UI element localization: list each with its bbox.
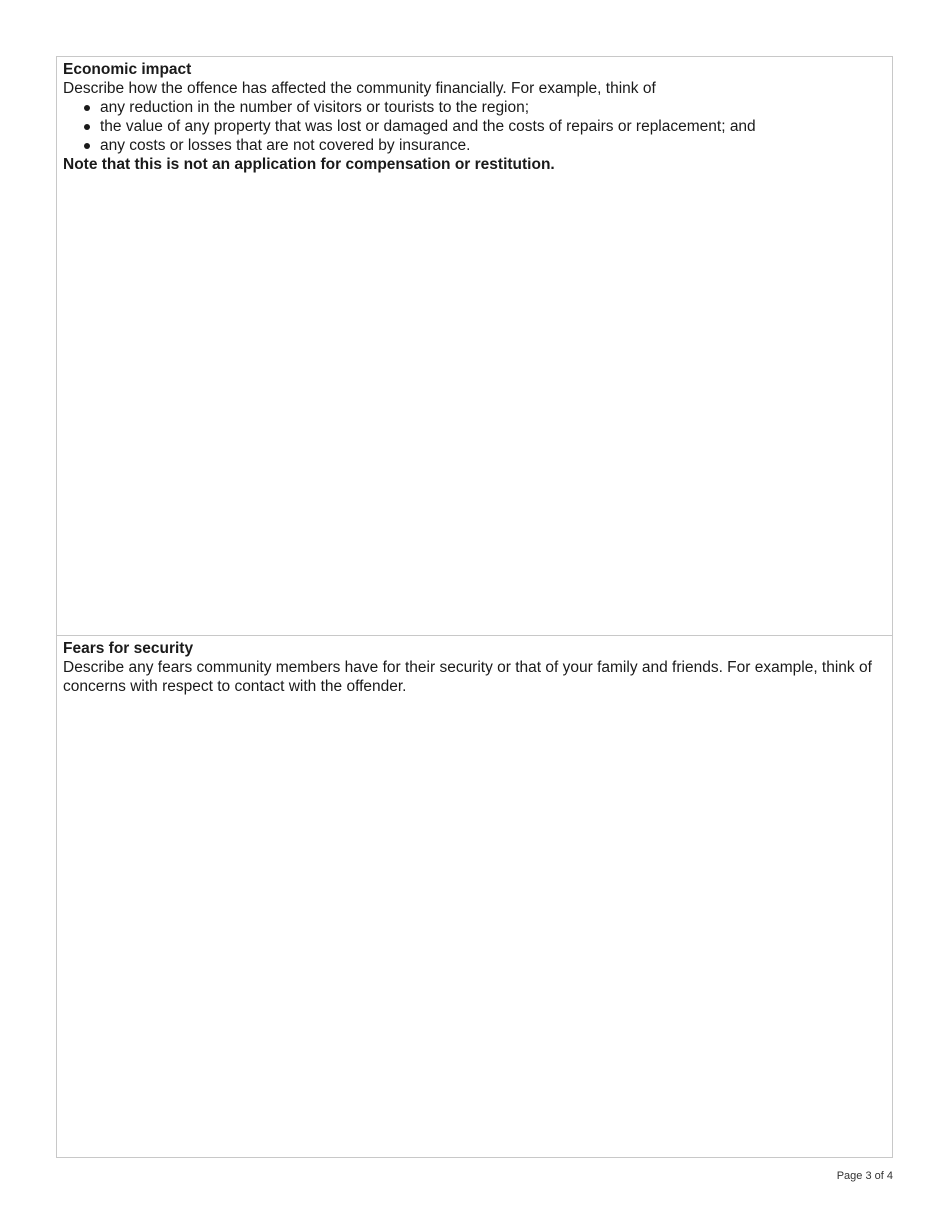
economic-impact-note: Note that this is not an application for compensation or restitution.: [63, 156, 555, 173]
bullet-text: the value of any property that was lost or damaged and the costs of repairs or replacement; and: [100, 118, 756, 135]
economic-impact-description: Describe how the offence has affected the community financially. For example, think of: [63, 80, 656, 97]
bullet-icon: [84, 124, 90, 130]
economic-impact-title: Economic impact: [63, 61, 192, 78]
form-box: [56, 56, 893, 1158]
economic-impact-response-area[interactable]: [57, 175, 892, 635]
economic-impact-section: [57, 57, 892, 636]
bullet-item: [83, 136, 886, 155]
economic-impact-bullet-list: [63, 98, 886, 155]
fears-for-security-description: Describe any fears community members have for their security or that of your family and friends. For example, think of concerns with respect to contact with the offender.: [63, 659, 872, 695]
fears-for-security-title: Fears for security: [63, 640, 194, 657]
page-number: Page 3 of 4: [836, 1170, 893, 1182]
bullet-text: any reduction in the number of visitors or tourists to the region;: [100, 99, 530, 116]
fears-for-security-section: [57, 636, 892, 1157]
bullet-icon: [84, 143, 90, 149]
bullet-item: [83, 98, 886, 117]
bullet-text: any costs or losses that are not covered by insurance.: [100, 137, 471, 154]
bullet-icon: [84, 105, 90, 111]
bullet-item: [83, 117, 886, 136]
fears-for-security-response-area[interactable]: [57, 698, 892, 1157]
